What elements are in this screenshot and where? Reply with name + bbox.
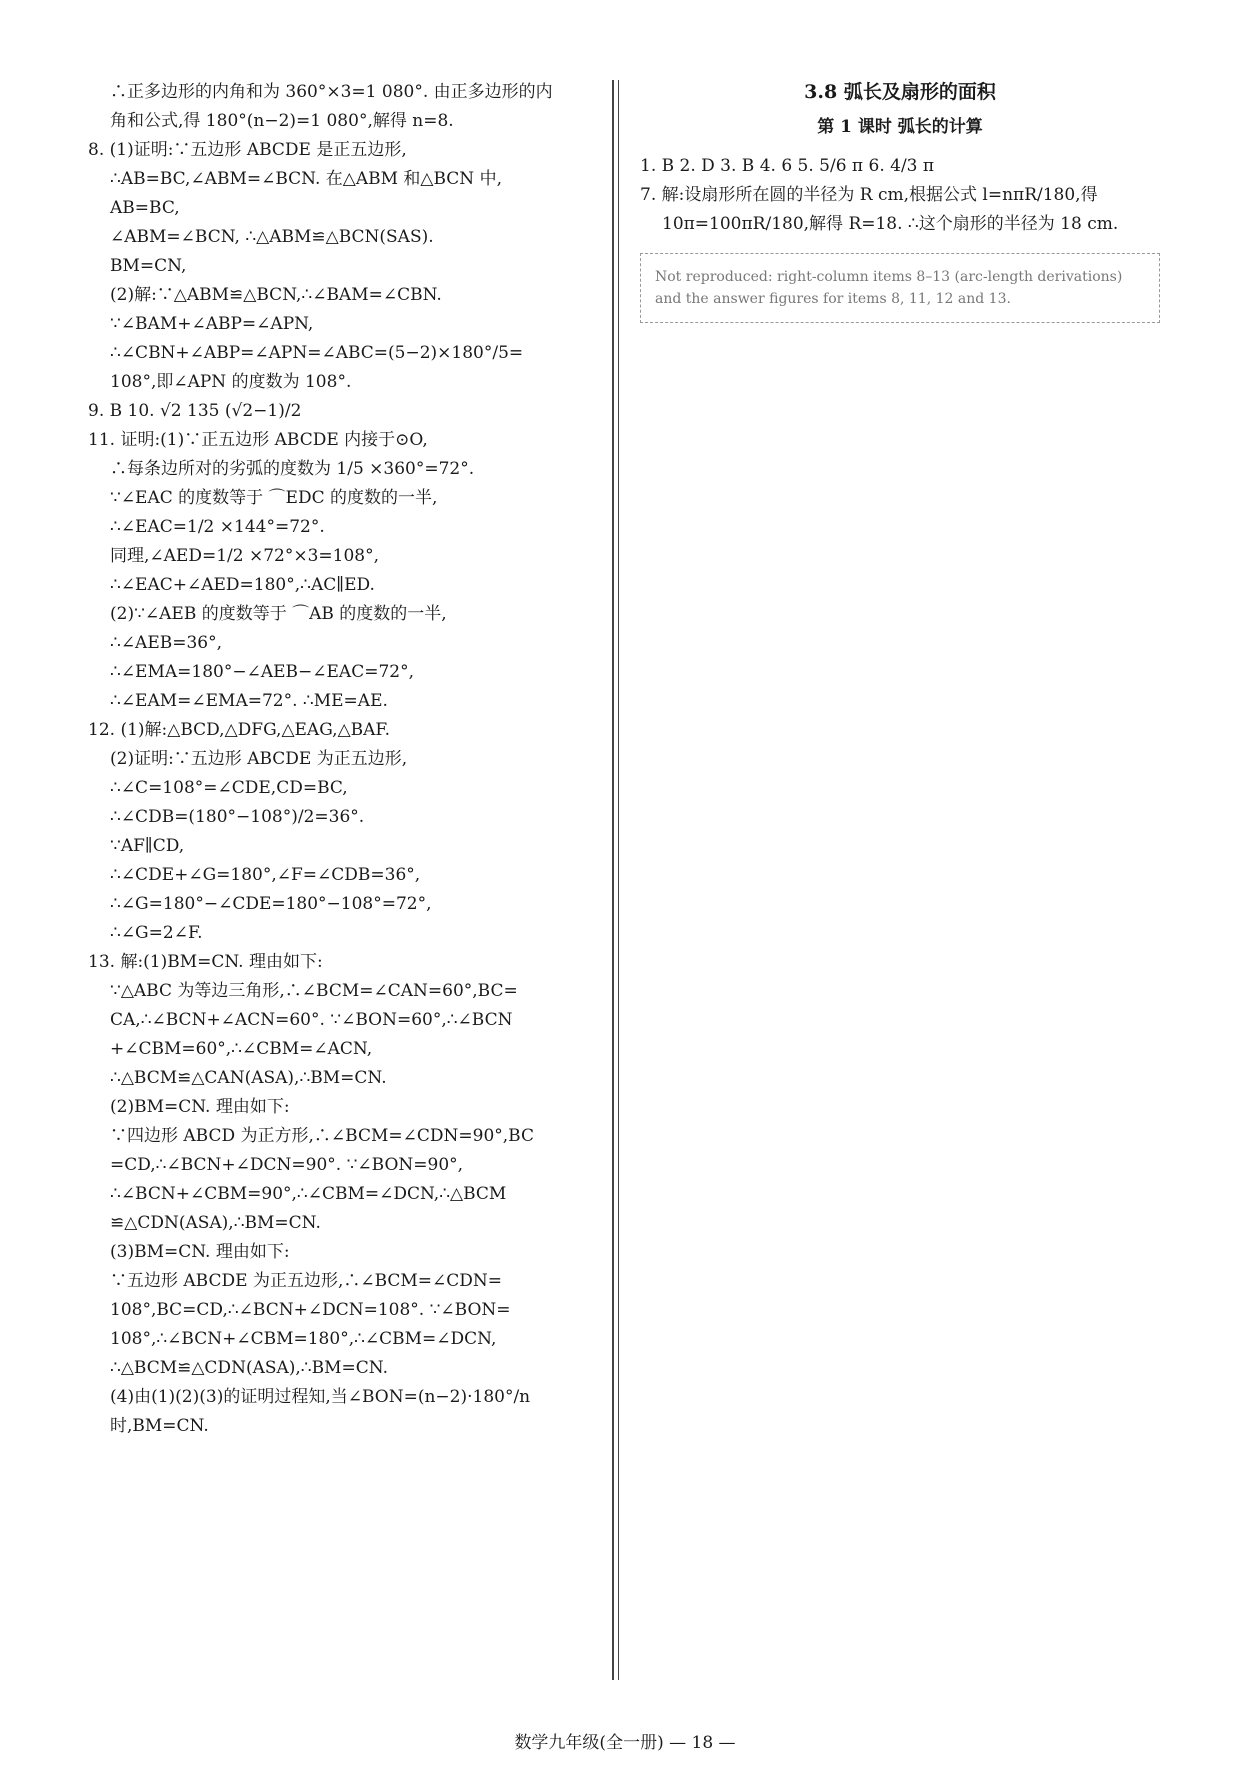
right-lines (640, 152, 1160, 239)
answer-text-line: ∴∠G=180°−∠CDE=180°−108°=72°, (110, 894, 432, 914)
answer-text-line: (2)证明:∵五边形 ABCDE 为正五边形, (110, 749, 408, 769)
answer-text-line: 108°,∴∠BCN+∠CBM=180°,∴∠CBM=∠DCN, (110, 1329, 497, 1349)
answer-text-line: 10π=100πR/180,解得 R=18. ∴这个扇形的半径为 18 cm. (662, 214, 1119, 234)
column-divider-thin (618, 80, 619, 1680)
answer-text-line: ∵∠BAM+∠ABP=∠APN, (110, 314, 314, 334)
answer-text-line: +∠CBM=60°,∴∠CBM=∠ACN, (110, 1039, 373, 1059)
answer-text-line: ∵∠EAC 的度数等于 ⌒EDC 的度数的一半, (110, 488, 438, 508)
answer-text-line: ∴AB=BC,∠ABM=∠BCN. 在△ABM 和△BCN 中, (110, 169, 502, 189)
left-column (88, 78, 588, 1441)
answer-text-line: ∵四边形 ABCD 为正方形,∴∠BCM=∠CDN=90°,BC (110, 1126, 534, 1146)
answer-text-line: ∵AF∥CD, (110, 836, 185, 856)
answer-text-line: (2)BM=CN. 理由如下: (110, 1097, 290, 1117)
answer-text-line: BM=CN, (110, 256, 187, 276)
answer-text-line: ≌△CDN(ASA),∴BM=CN. (110, 1213, 321, 1233)
answer-text-line: ∴∠EAC+∠AED=180°,∴AC∥ED. (110, 575, 375, 595)
answer-item-line: 11. 证明:(1)∵正五边形 ABCDE 内接于⊙O, (88, 430, 428, 450)
answer-text-line: 108°,即∠APN 的度数为 108°. (110, 372, 352, 392)
answer-item-line: 13. 解:(1)BM=CN. 理由如下: (88, 952, 323, 972)
answer-item-line: 12. (1)解:△BCD,△DFG,△EAG,△BAF. (88, 720, 390, 740)
answer-item-line: 8. (1)证明:∵五边形 ABCDE 是正五边形, (88, 140, 407, 160)
right-column (640, 78, 1160, 323)
answer-text-line: ∴∠BCN+∠CBM=90°,∴∠CBM=∠DCN,∴△BCM (110, 1184, 507, 1204)
answer-text-line: ∴∠C=108°=∠CDE,CD=BC, (110, 778, 348, 798)
column-divider (612, 80, 614, 1680)
answer-text-line: ∴∠AEB=36°, (110, 633, 223, 653)
answer-text-line: AB=BC, (110, 198, 180, 218)
lesson-title: 第 1 课时 弧长的计算 (817, 117, 983, 137)
answer-item-line: 7. 解:设扇形所在圆的半径为 R cm,根据公式 l=nπR/180,得 (640, 185, 1098, 205)
answer-text-line: (3)BM=CN. 理由如下: (110, 1242, 290, 1262)
answer-text-line: CA,∴∠BCN+∠ACN=60°. ∵∠BON=60°,∴∠BCN (110, 1010, 513, 1030)
answer-text-line: ∴∠CBN+∠ABP=∠APN=∠ABC=(5−2)×180°/5= (110, 343, 524, 363)
answer-text-line: 时,BM=CN. (110, 1416, 209, 1436)
answer-text-line: ∴∠CDE+∠G=180°,∠F=∠CDB=36°, (110, 865, 421, 885)
answer-text-line: ∵五边形 ABCDE 为正五边形,∴∠BCM=∠CDN= (110, 1271, 503, 1291)
answer-text-line: ∴∠G=2∠F. (110, 923, 203, 943)
omitted-content-note: Not reproduced: right-column items 8–13 (arc-length derivations) and the answer figures for items 8, 11, 12 and 13. (640, 253, 1160, 323)
answer-text-line: (2)解:∵△ABM≌△BCN,∴∠BAM=∠CBN. (110, 285, 442, 305)
answer-text-line: 108°,BC=CD,∴∠BCN+∠DCN=108°. ∵∠BON= (110, 1300, 511, 1320)
answer-text-line: ∴∠CDB=(180°−108°)/2=36°. (110, 807, 365, 827)
answer-text-line: =CD,∴∠BCN+∠DCN=90°. ∵∠BON=90°, (110, 1155, 464, 1175)
answer-text-line: (2)∵∠AEB 的度数等于 ⌒AB 的度数的一半, (110, 604, 447, 624)
page-footer: 数学九年级(全一册) — 18 — (514, 1733, 736, 1753)
answer-text-line: ∴△BCM≌△CDN(ASA),∴BM=CN. (110, 1358, 388, 1378)
answer-text-line: (4)由(1)(2)(3)的证明过程知,当∠BON=(n−2)·180°/n (110, 1387, 531, 1407)
answer-text-line: ∠ABM=∠BCN, ∴△ABM≌△BCN(SAS). (110, 227, 434, 247)
section-title: 3.8 弧长及扇形的面积 (804, 81, 996, 103)
answer-text-line: ∴∠EAC=1/2 ×144°=72°. (110, 517, 325, 537)
answer-item-line: 1. B 2. D 3. B 4. 6 5. 5/6 π 6. 4/3 π (640, 156, 935, 176)
answer-text-line: 角和公式,得 180°(n−2)=1 080°,解得 n=8. (110, 111, 454, 131)
answer-item-line: 9. B 10. √2 135 (√2−1)/2 (88, 401, 302, 421)
answer-text-line: ∴∠EAM=∠EMA=72°. ∴ME=AE. (110, 691, 388, 711)
answer-text-line: ∴△BCM≌△CAN(ASA),∴BM=CN. (110, 1068, 387, 1088)
answer-text-line: ∴每条边所对的劣弧的度数为 1/5 ×360°=72°. (110, 459, 475, 479)
answer-text-line: 同理,∠AED=1/2 ×72°×3=108°, (110, 546, 380, 566)
answer-text-line: ∵△ABC 为等边三角形,∴∠BCM=∠CAN=60°,BC= (110, 981, 518, 1001)
answer-text-line: ∴∠EMA=180°−∠AEB−∠EAC=72°, (110, 662, 414, 682)
answer-text-line: ∴正多边形的内角和为 360°×3=1 080°. 由正多边形的内 (110, 82, 553, 102)
